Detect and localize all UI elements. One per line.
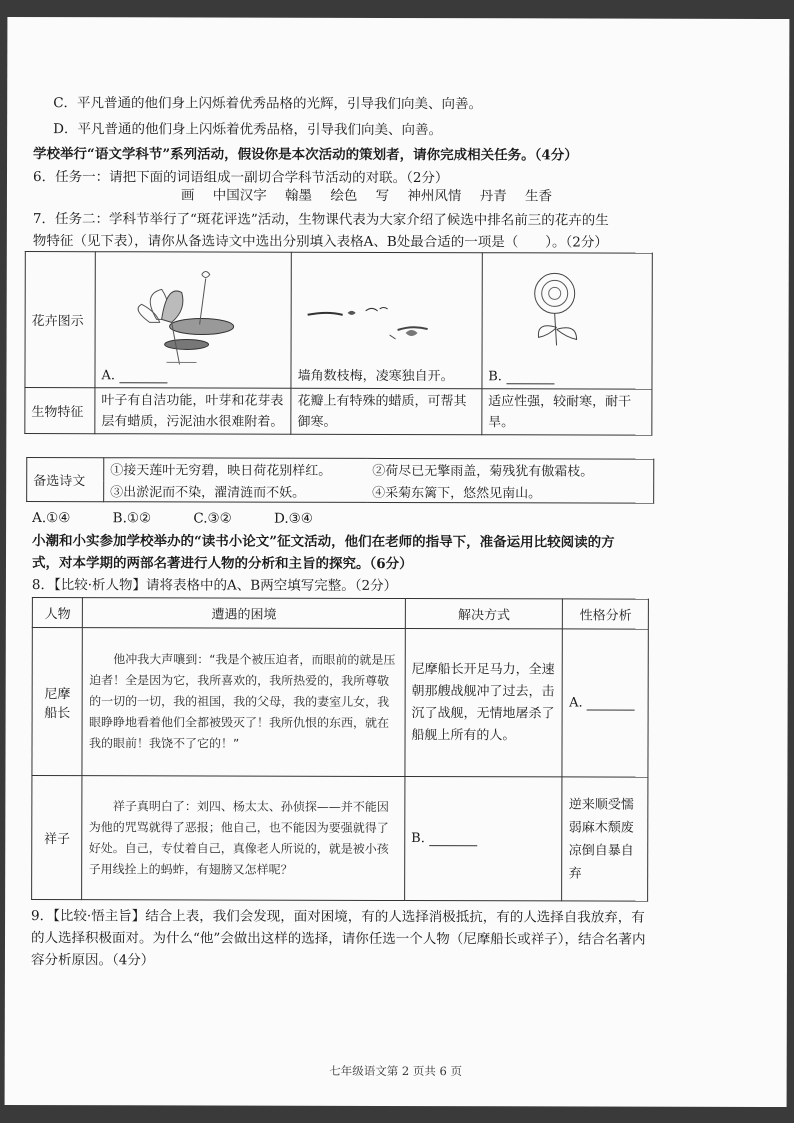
choice-d[interactable]: D.③④ — [274, 510, 313, 527]
page-footer: 七年级语文第 2 页共 6 页 — [329, 1063, 463, 1079]
lotus-illustration — [102, 264, 242, 368]
section-intro-2-line2: 式，对本学期的两部名著进行人物的分析和主旨的探究。（6分） — [31, 555, 413, 573]
plum-features: 花瓣上有特殊的蜡质，可帮其御寒。 — [291, 388, 482, 434]
lotus-features: 叶子有自洁功能，叶芽和花芽表层有蜡质，污泥油水很难附着。 — [95, 388, 291, 435]
blank-b-label: B. — [411, 831, 429, 847]
word: 神州风情 — [407, 188, 462, 205]
xiangzi-solution-cell — [404, 777, 562, 901]
poem-1: ①接天莲叶无穷碧，映日荷花别样红。 — [104, 458, 367, 481]
option-c: C．平凡普通的他们身上闪烁着优秀品格的光辉，引导我们向美、向善。 — [53, 95, 483, 113]
xiangzi-name: 祥子 — [32, 776, 83, 900]
flower-table — [24, 251, 652, 436]
blank-b-label: B. — [488, 369, 507, 385]
blank-b[interactable] — [429, 833, 477, 846]
word: 翰墨 — [285, 187, 313, 204]
character-table — [31, 597, 649, 902]
poem-label: 备选诗文 — [27, 458, 104, 502]
header-character: 人物 — [32, 598, 83, 628]
answer-choices — [32, 508, 313, 529]
header-situation: 遭遇的困境 — [83, 598, 405, 629]
row-label-features: 生物特征 — [25, 388, 95, 434]
blank-a[interactable] — [119, 370, 167, 383]
chrysanthemum-illustration — [488, 265, 628, 369]
poem-4: ④采菊东篱下，悠然见南山。 — [366, 480, 654, 503]
nemo-situation: 他冲我大声嚷到：“我是个被压迫者，而眼前的就是压迫者！全是因为它，我所喜欢的，我所热爱的，我所尊敬的一切的一切，我的祖国，我的父母，我的妻室儿女，我眼睁睁地看着他们全都被毁灭了！我所仇恨的东西，就在我的眼前！我饶不了它的！” — [82, 628, 405, 777]
plum-cell — [291, 252, 482, 388]
question-7-line1: 7．任务二：学科节举行了“斑花评选”活动，生物课代表为大家介绍了候选中排名前三的花卉的生 — [32, 211, 609, 229]
question-9: 9．【比较·悟主旨】结合上表，我们会发现，面对困境，有的人选择消极抵抗，有的人选择自我放弃，有的人选择积极面对。为什么“他”会做出这样的选择，请你任选一个人物（尼摩船长或祥子），结合名著内容分析原因。（4分） — [30, 908, 646, 969]
nemo-name: 尼摩船长 — [32, 628, 83, 776]
choice-a[interactable]: A.①④ — [32, 510, 71, 527]
word: 绘色 — [330, 187, 358, 204]
question-6: 6．任务一：请把下面的词语组成一副切合学科节活动的对联。（2分） — [32, 169, 449, 187]
exam-page — [5, 17, 790, 1107]
xiangzi-situation: 祥子真明白了：刘四、杨太太、孙侦探——并不能因为他的咒骂就得了恶报；他自己，也不能因为要强就得了好处。自己，专仗着自己，真像老人所说的，就是被小孩子用线拴上的蚂蚱，有翅膀又怎样呢？ — [82, 776, 405, 901]
word: 画 — [180, 187, 195, 204]
choice-b[interactable]: B.①② — [112, 510, 152, 527]
section-intro-2-line1: 小潮和小实参加学校举办的“读书小论文”征文活动，他们在老师的指导下，准备运用比较阅读的方 — [32, 533, 615, 551]
word: 生香 — [525, 188, 553, 205]
nemo-solution: 尼摩船长开足马力，全速朝那艘战舰冲了过去，击沉了战舰，无情地屠杀了船舰上所有的人。 — [405, 629, 563, 777]
plum-poem: 墙角数枝梅，凌寒独自开。 — [297, 368, 454, 385]
word: 丹青 — [479, 188, 507, 205]
option-d: D．平凡普通的他们身上闪烁着优秀品格，引导我们向美、向善。 — [53, 121, 442, 139]
chrysanthemum-cell — [482, 253, 653, 389]
blank-a-label: A. — [101, 368, 120, 384]
blank-b[interactable] — [506, 371, 554, 384]
poem-2: ②荷尽已无擎雨盖，菊残犹有傲霜枝。 — [366, 458, 654, 481]
poem-3: ③出淤泥而不染，濯清涟而不妖。 — [104, 480, 367, 503]
blank-a[interactable] — [587, 697, 635, 710]
choice-c[interactable]: C.③② — [193, 510, 232, 527]
word-list — [181, 183, 566, 204]
nemo-analysis-cell — [562, 629, 648, 777]
lotus-cell — [95, 252, 291, 389]
plum-illustration — [298, 285, 448, 365]
question-7-line2: 物特征（见下表），请你从备选诗文中选出分别填入表格A、B处最合适的一项是（ ）。（2分） — [32, 233, 608, 251]
word: 中国汉字 — [212, 187, 267, 204]
poem-table — [26, 457, 654, 504]
blank-a-label: A. — [569, 695, 587, 711]
xiangzi-analysis: 逆来顺受懦弱麻木颓废凉倒自暴自弃 — [562, 777, 648, 901]
word: 写 — [375, 187, 390, 204]
chrysanthemum-features: 适应性强，较耐寒，耐干旱。 — [482, 389, 652, 435]
section-intro: 学校举行“语文学科节”系列活动，假设你是本次活动的策划者，请你完成相关任务。（4分） — [33, 146, 578, 164]
question-8: 8．【比较·析人物】请将表格中的A、B两空填写完整。（2分） — [31, 577, 398, 595]
row-label-illustration: 花卉图示 — [25, 252, 95, 388]
header-analysis: 性格分析 — [563, 599, 649, 629]
header-solution: 解决方式 — [405, 599, 563, 629]
